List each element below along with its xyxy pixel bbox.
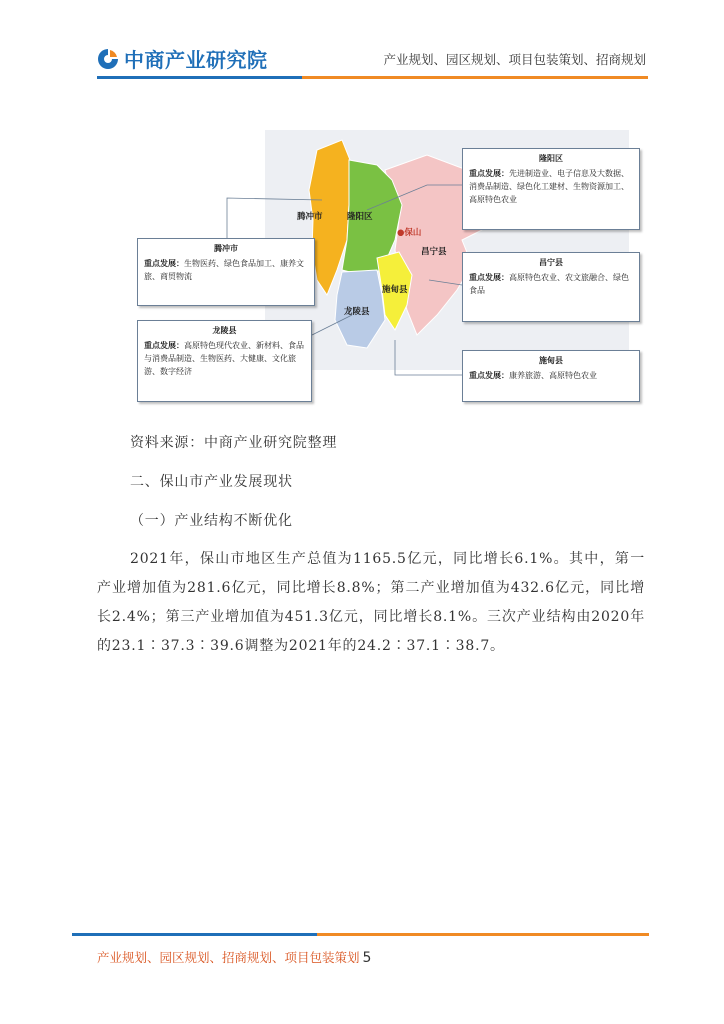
label-baoshan: ●保山 [397,228,422,238]
subsection-title: （一）产业结构不断优化 [130,513,293,529]
callout-text: 康养旅游、高原特色农业 [509,371,597,380]
callout-title: 腾冲市 [214,244,238,253]
logo-icon [97,48,119,70]
body-paragraph: 2021年，保山市地区生产总值为1165.5亿元，同比增长6.1%。其中，第一产业增加值为281.6亿元，同比增长8.8%；第二产业增加值为432.6亿元，同比增长2.4%；第三产业增加值为451.3亿元，同比增长8.1%。三次产业结构由2020年的23.1∶37.3∶39.6调整为2021年的24.2∶37.1∶38.7。 [97,551,645,654]
callout-key: 重点发展： [144,259,184,268]
label-changning: 昌宁县 [421,247,447,257]
callout-key: 重点发展： [469,169,509,178]
label-shidian: 施甸县 [382,285,408,295]
callout-text: 先进制造业、电子信息及大数据、消费品制造、绿色化工建材、生物资源加工、高原特色农业 [469,169,629,204]
label-tengchong: 腾冲市 [297,212,323,222]
callout-title: 昌宁县 [539,258,563,267]
footer-divider-blue [72,933,317,936]
callout-longling [137,320,312,402]
callout-text: 生物医药、绿色食品加工、康养文旅、商贸物流 [144,259,304,281]
header-divider-orange [302,76,648,79]
logo-text: 中商产业研究院 [124,48,268,72]
callout-shidian [462,350,640,402]
callout-changning [462,252,640,322]
callout-text: 高原特色农业、农文旅融合、绿色食品 [469,273,629,295]
header-divider-blue [97,76,302,79]
callout-title: 施甸县 [539,356,563,365]
callout-text: 高原特色现代农业、新材料、食品与消费品制造、生物医药、大健康、文化旅游、数字经济 [144,341,304,376]
footer [97,948,371,966]
callout-tengchong [137,238,315,306]
callout-key: 重点发展： [144,341,184,350]
callout-title: 龙陵县 [212,326,237,335]
page-number: 5 [362,950,372,966]
callout-key: 重点发展： [469,371,509,380]
label-longyang: 隆阳区 [347,212,373,222]
company-logo [97,44,268,73]
footer-slogan: 产业规划、园区规划、招商规划、项目包装策划 [97,950,360,965]
footer-divider-orange [317,933,649,936]
section-title: 二、保山市产业发展现状 [130,474,293,490]
callout-key: 重点发展： [469,273,509,282]
callout-title: 隆阳区 [539,154,563,163]
header-slogan: 产业规划、园区规划、项目包装策划、招商规划 [383,52,646,67]
figure-source: 资料来源：中商产业研究院整理 [130,435,338,451]
baoshan-industry-map [137,130,640,402]
callout-longyang [462,148,640,230]
label-longling: 龙陵县 [344,307,370,317]
